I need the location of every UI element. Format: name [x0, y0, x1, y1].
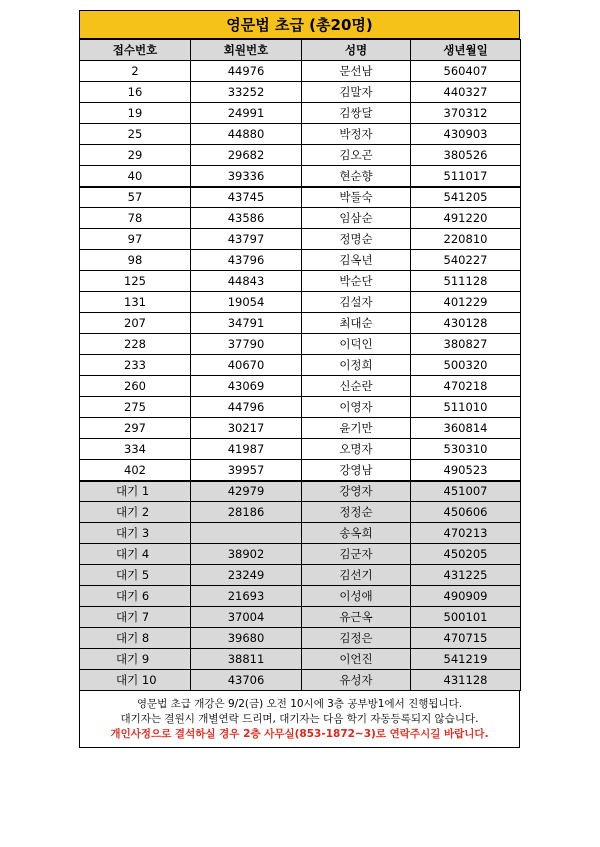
notice-box	[79, 691, 520, 748]
cell-member-no: 23249	[191, 565, 302, 586]
cell-name: 윤기만	[302, 418, 411, 439]
table-row	[80, 565, 521, 586]
cell-birthdate: 560407	[411, 61, 521, 82]
table-row	[80, 61, 521, 82]
table-row	[80, 313, 521, 334]
table-header-row	[80, 40, 521, 61]
cell-receipt-no: 대기 1	[80, 481, 191, 502]
roster-body	[80, 61, 521, 691]
cell-birthdate: 500320	[411, 355, 521, 376]
cell-member-no: 42979	[191, 481, 302, 502]
cell-receipt-no: 대기 10	[80, 670, 191, 691]
table-row	[80, 397, 521, 418]
table-row	[80, 628, 521, 649]
table-row	[80, 523, 521, 544]
table-row	[80, 586, 521, 607]
cell-name: 이정희	[302, 355, 411, 376]
table-row	[80, 649, 521, 670]
cell-birthdate: 431128	[411, 670, 521, 691]
cell-receipt-no: 228	[80, 334, 191, 355]
cell-birthdate: 491220	[411, 208, 521, 229]
cell-name: 김선기	[302, 565, 411, 586]
cell-name: 김쌍달	[302, 103, 411, 124]
table-row	[80, 334, 521, 355]
cell-birthdate: 540227	[411, 250, 521, 271]
cell-birthdate: 470715	[411, 628, 521, 649]
cell-birthdate: 490523	[411, 460, 521, 481]
table-row	[80, 439, 521, 460]
table-row	[80, 502, 521, 523]
cell-member-no: 33252	[191, 82, 302, 103]
cell-name: 김옥년	[302, 250, 411, 271]
table-row	[80, 670, 521, 691]
cell-birthdate: 450205	[411, 544, 521, 565]
cell-receipt-no: 대기 5	[80, 565, 191, 586]
cell-birthdate: 401229	[411, 292, 521, 313]
cell-name: 박정자	[302, 124, 411, 145]
cell-receipt-no: 29	[80, 145, 191, 166]
cell-member-no	[191, 523, 302, 544]
cell-member-no: 44976	[191, 61, 302, 82]
cell-birthdate: 450606	[411, 502, 521, 523]
table-row	[80, 460, 521, 481]
cell-name: 김군자	[302, 544, 411, 565]
cell-member-no: 38902	[191, 544, 302, 565]
cell-birthdate: 380827	[411, 334, 521, 355]
cell-member-no: 19054	[191, 292, 302, 313]
cell-receipt-no: 97	[80, 229, 191, 250]
cell-name: 송옥희	[302, 523, 411, 544]
notice-line-3: 개인사정으로 결석하실 경우 2층 사무실(853-1872~3)로 연락주시길 바랍니다.	[110, 727, 489, 740]
cell-birthdate: 541205	[411, 187, 521, 208]
cell-name: 이언진	[302, 649, 411, 670]
cell-name: 강영자	[302, 481, 411, 502]
roster-sheet	[79, 10, 520, 748]
cell-birthdate: 470213	[411, 523, 521, 544]
cell-birthdate: 220810	[411, 229, 521, 250]
cell-member-no: 30217	[191, 418, 302, 439]
cell-birthdate: 380526	[411, 145, 521, 166]
cell-name: 강영남	[302, 460, 411, 481]
cell-member-no: 38811	[191, 649, 302, 670]
cell-name: 임삼순	[302, 208, 411, 229]
cell-birthdate: 470218	[411, 376, 521, 397]
cell-receipt-no: 대기 7	[80, 607, 191, 628]
cell-receipt-no: 57	[80, 187, 191, 208]
cell-birthdate: 541219	[411, 649, 521, 670]
cell-receipt-no: 19	[80, 103, 191, 124]
cell-member-no: 21693	[191, 586, 302, 607]
cell-member-no: 37004	[191, 607, 302, 628]
table-row	[80, 355, 521, 376]
roster-table	[79, 39, 521, 691]
cell-name: 박둘숙	[302, 187, 411, 208]
cell-name: 정정순	[302, 502, 411, 523]
cell-member-no: 43706	[191, 670, 302, 691]
cell-member-no: 39336	[191, 166, 302, 187]
cell-member-no: 43796	[191, 250, 302, 271]
cell-name: 김설자	[302, 292, 411, 313]
cell-name: 최대순	[302, 313, 411, 334]
cell-member-no: 29682	[191, 145, 302, 166]
cell-receipt-no: 대기 2	[80, 502, 191, 523]
cell-receipt-no: 16	[80, 82, 191, 103]
cell-member-no: 37790	[191, 334, 302, 355]
cell-name: 이성애	[302, 586, 411, 607]
cell-receipt-no: 334	[80, 439, 191, 460]
cell-birthdate: 511010	[411, 397, 521, 418]
cell-member-no: 24991	[191, 103, 302, 124]
table-row	[80, 292, 521, 313]
cell-name: 신순란	[302, 376, 411, 397]
cell-receipt-no: 297	[80, 418, 191, 439]
cell-receipt-no: 25	[80, 124, 191, 145]
cell-name: 김말자	[302, 82, 411, 103]
table-row	[80, 229, 521, 250]
cell-name: 유성자	[302, 670, 411, 691]
header-name: 성명	[302, 40, 411, 61]
cell-member-no: 34791	[191, 313, 302, 334]
cell-birthdate: 360814	[411, 418, 521, 439]
cell-receipt-no: 2	[80, 61, 191, 82]
cell-member-no: 43745	[191, 187, 302, 208]
table-row	[80, 124, 521, 145]
header-member-no: 회원번호	[191, 40, 302, 61]
cell-birthdate: 511128	[411, 271, 521, 292]
cell-birthdate: 500101	[411, 607, 521, 628]
cell-birthdate: 440327	[411, 82, 521, 103]
cell-member-no: 40670	[191, 355, 302, 376]
table-row	[80, 145, 521, 166]
cell-name: 유근옥	[302, 607, 411, 628]
cell-member-no: 43797	[191, 229, 302, 250]
table-row	[80, 166, 521, 187]
table-row	[80, 208, 521, 229]
notice-line-2: 대기자는 결원시 개별연락 드리며, 대기자는 다음 학기 자동등록되지 않습니다.	[120, 712, 479, 725]
cell-name: 김오곤	[302, 145, 411, 166]
cell-birthdate: 431225	[411, 565, 521, 586]
table-row	[80, 418, 521, 439]
cell-name: 이덕인	[302, 334, 411, 355]
cell-birthdate: 430903	[411, 124, 521, 145]
cell-receipt-no: 대기 9	[80, 649, 191, 670]
cell-receipt-no: 233	[80, 355, 191, 376]
cell-member-no: 43069	[191, 376, 302, 397]
cell-birthdate: 430128	[411, 313, 521, 334]
cell-receipt-no: 125	[80, 271, 191, 292]
cell-birthdate: 530310	[411, 439, 521, 460]
cell-receipt-no: 대기 6	[80, 586, 191, 607]
cell-receipt-no: 260	[80, 376, 191, 397]
cell-receipt-no: 131	[80, 292, 191, 313]
cell-birthdate: 490909	[411, 586, 521, 607]
cell-member-no: 44843	[191, 271, 302, 292]
cell-birthdate: 370312	[411, 103, 521, 124]
cell-member-no: 39957	[191, 460, 302, 481]
cell-member-no: 39680	[191, 628, 302, 649]
cell-name: 정명순	[302, 229, 411, 250]
cell-birthdate: 511017	[411, 166, 521, 187]
table-row	[80, 544, 521, 565]
table-row	[80, 607, 521, 628]
notice-line-1: 영문법 초급 개강은 9/2(금) 오전 10시에 3층 공부방1에서 진행됩니다.	[136, 697, 463, 710]
cell-member-no: 28186	[191, 502, 302, 523]
cell-name: 박순단	[302, 271, 411, 292]
table-row	[80, 103, 521, 124]
table-row	[80, 187, 521, 208]
cell-receipt-no: 275	[80, 397, 191, 418]
cell-receipt-no: 대기 4	[80, 544, 191, 565]
cell-name: 이영자	[302, 397, 411, 418]
header-birthdate: 생년월일	[411, 40, 521, 61]
cell-member-no: 43586	[191, 208, 302, 229]
cell-receipt-no: 40	[80, 166, 191, 187]
cell-member-no: 44796	[191, 397, 302, 418]
cell-name: 문선남	[302, 61, 411, 82]
table-row	[80, 82, 521, 103]
table-row	[80, 481, 521, 502]
cell-name: 현순향	[302, 166, 411, 187]
cell-receipt-no: 98	[80, 250, 191, 271]
cell-receipt-no: 대기 8	[80, 628, 191, 649]
cell-member-no: 44880	[191, 124, 302, 145]
cell-name: 오명자	[302, 439, 411, 460]
table-row	[80, 250, 521, 271]
table-row	[80, 376, 521, 397]
page-title: 영문법 초급 (총20명)	[79, 10, 520, 39]
cell-receipt-no: 402	[80, 460, 191, 481]
cell-receipt-no: 207	[80, 313, 191, 334]
cell-name: 김정은	[302, 628, 411, 649]
cell-receipt-no: 대기 3	[80, 523, 191, 544]
cell-birthdate: 451007	[411, 481, 521, 502]
cell-receipt-no: 78	[80, 208, 191, 229]
header-receipt-no: 접수번호	[80, 40, 191, 61]
table-row	[80, 271, 521, 292]
cell-member-no: 41987	[191, 439, 302, 460]
